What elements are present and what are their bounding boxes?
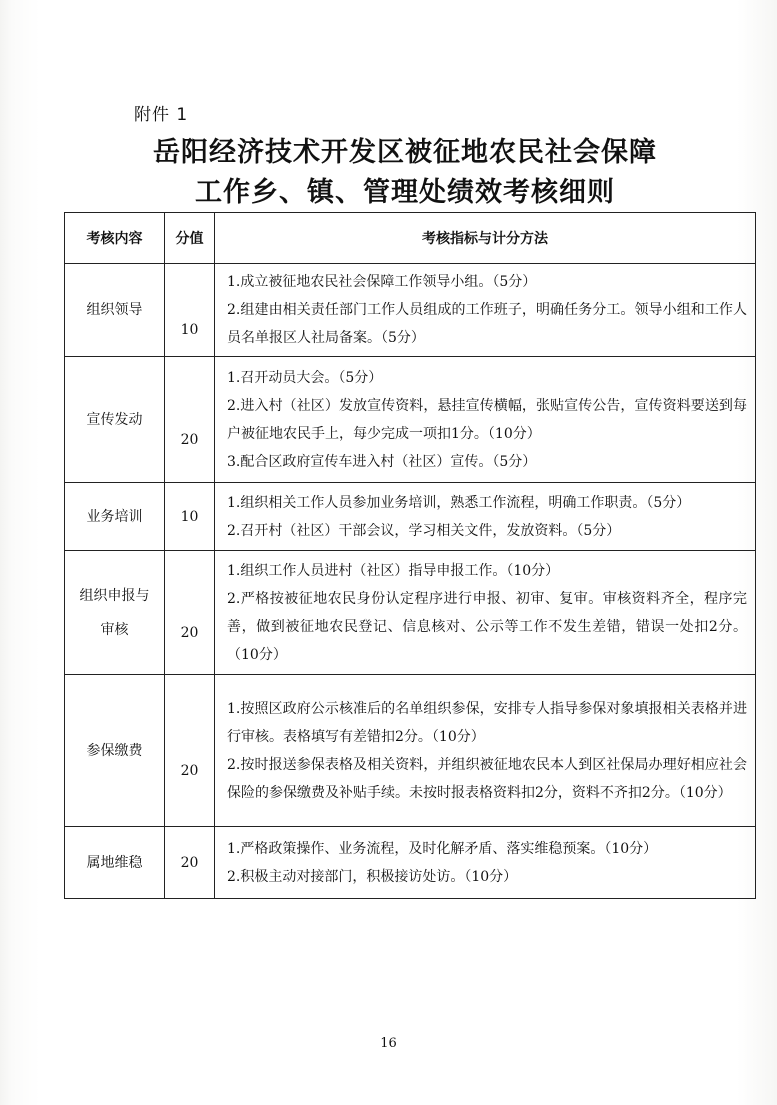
method-line: 1.按照区政府公示核准后的名单组织参保，安排专人指导参保对象填报相关表格并进行审核。表格填写有差错扣2分。（10分） xyxy=(227,700,747,745)
table-row xyxy=(65,264,756,357)
method-line: 3.配合区政府宣传车进入村（社区）宣传。（5分） xyxy=(227,453,537,470)
title-line-2: 工作乡、镇、管理处绩效考核细则 xyxy=(195,177,615,208)
row-method xyxy=(215,675,756,827)
method-line: 2.组建由相关责任部门工作人员组成的工作班子，明确任务分工。领导小组和工作人员名单报区人社局备案。（5分） xyxy=(227,302,747,346)
title-line-1: 岳阳经济技术开发区被征地农民社会保障 xyxy=(153,137,657,168)
row-score: 20 xyxy=(180,762,199,779)
row-score: 10 xyxy=(180,322,199,338)
method-line: 2.进入村（社区）发放宣传资料，悬挂宣传横幅，张贴宣传公告，宣传资料要送到每户被征地农民手上，每少完成一项扣1分。（10分） xyxy=(227,397,747,442)
row-item: 宣传发动 xyxy=(65,357,165,483)
row-score: 20 xyxy=(180,431,199,448)
table-row xyxy=(65,551,756,675)
table-row xyxy=(65,357,756,483)
method-line: 1.严格政策操作、业务流程，及时化解矛盾、落实维稳预案。（10分） xyxy=(227,840,658,857)
row-item: 组织领导 xyxy=(65,264,165,357)
row-method xyxy=(215,357,756,483)
row-item: 业务培训 xyxy=(65,483,165,551)
header-method: 考核指标与计分方法 xyxy=(215,213,756,264)
row-score: 10 xyxy=(180,508,199,525)
header-score: 分值 xyxy=(165,213,215,264)
row-method xyxy=(215,551,756,675)
method-line: 2.按时报送参保表格及相关资料，并组织被征地农民本人到区社保局办理好相应社会保险的参保缴费及补贴手续。未按时报表格资料扣2分，资料不齐扣2分。（10分） xyxy=(227,756,747,801)
method-line: 2.召开村（社区）干部会议，学习相关文件，发放资料。（5分） xyxy=(227,522,621,539)
table-row xyxy=(65,827,756,899)
header-item: 考核内容 xyxy=(65,213,165,264)
row-score: 20 xyxy=(180,854,199,871)
method-line: 2.严格按被征地农民身份认定程序进行申报、初审、复审。审核资料齐全，程序完善，做到被征地农民登记、信息核对、公示等工作不发生差错，错误一处扣2分。（10分） xyxy=(227,590,747,663)
row-method xyxy=(215,483,756,551)
row-item: 组织申报与审核 xyxy=(65,551,165,675)
row-item: 参保缴费 xyxy=(65,675,165,827)
row-item: 属地维稳 xyxy=(65,827,165,899)
method-line: 1.成立被征地农民社会保障工作领导小组。（5分） xyxy=(227,274,537,290)
table-row xyxy=(65,483,756,551)
table-header-row xyxy=(65,213,756,264)
row-score: 20 xyxy=(180,624,199,641)
row-method xyxy=(215,827,756,899)
method-line: 1.组织工作人员进村（社区）指导申报工作。（10分） xyxy=(227,562,560,579)
assessment-table xyxy=(64,212,756,899)
method-line: 2.积极主动对接部门，积极接访处访。（10分） xyxy=(227,868,518,885)
page-number: 16 xyxy=(380,1036,397,1051)
row-method xyxy=(215,264,756,357)
method-line: 1.组织相关工作人员参加业务培训，熟悉工作流程，明确工作职责。（5分） xyxy=(227,494,691,511)
table-row xyxy=(65,675,756,827)
method-line: 1.召开动员大会。（5分） xyxy=(227,369,383,386)
attachment-label: 附件 1 xyxy=(134,105,189,125)
